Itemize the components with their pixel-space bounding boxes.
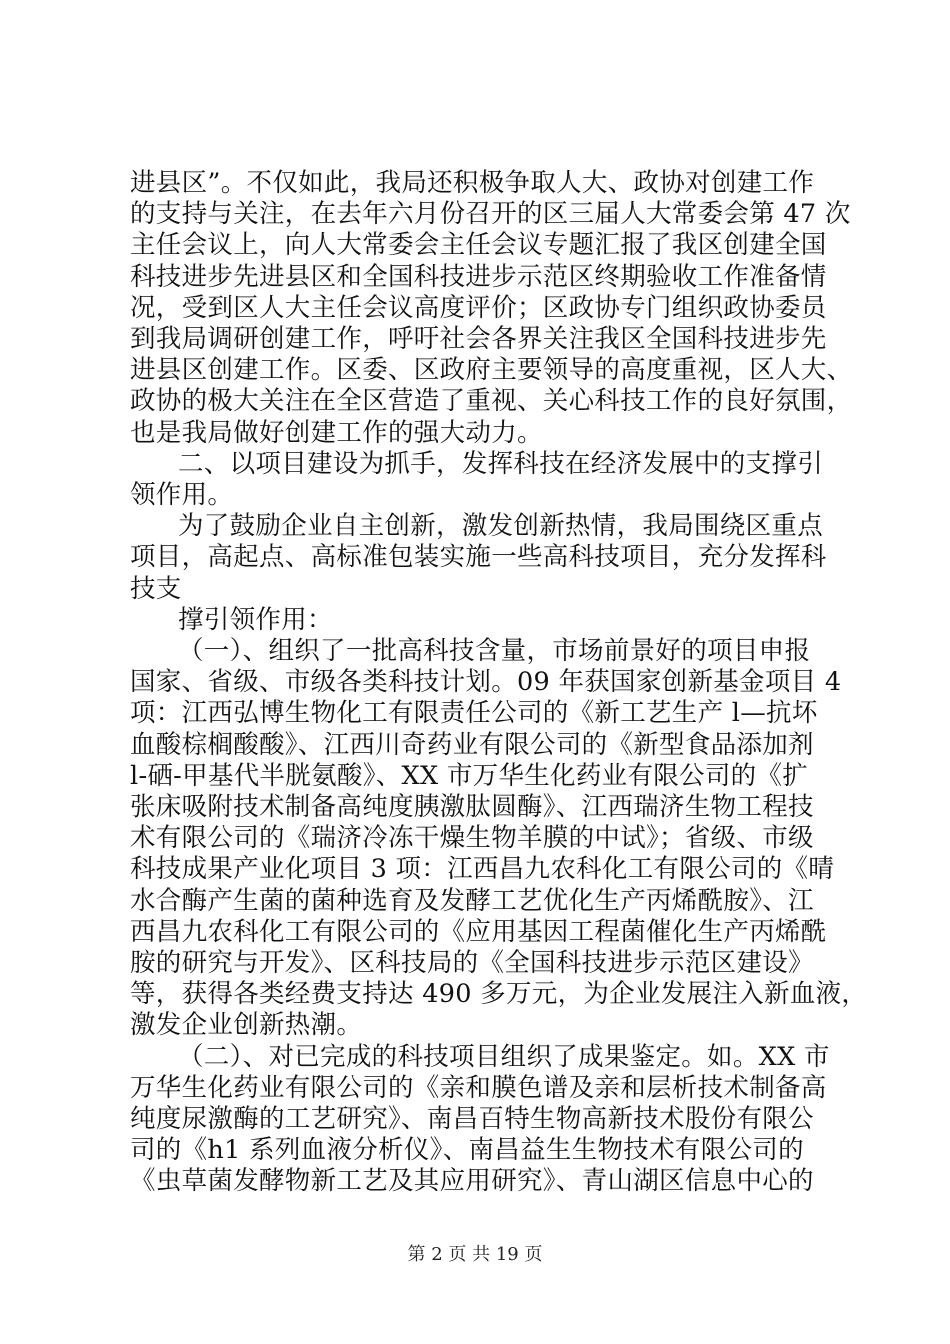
text-line: 项目，高起点、高标准包装实施一些高科技项目，充分发挥科 [130,542,827,573]
text-line: 到我局调研创建工作，呼吁社会各界关注我区全国科技进步先 [130,324,827,354]
text-line: 西昌九农科化工有限公司的《应用基因工程菌催化生产丙烯酰 [130,916,827,947]
text-line: 领作用。 [130,480,234,510]
text-line: 进县区”。不仅如此，我局还积极争取人大、政协对创建工作 [130,168,815,198]
text-line: 主任会议上，向人大常委会主任会议专题汇报了我区创建全国 [130,230,827,261]
text-line: 科技进步先进县区和全国科技进步示范区终期验收工作准备情 [130,261,827,292]
text-line: 撑引领作用： [178,604,333,635]
text-line: 的支持与关注，在去年六月份召开的区三届人大常委会第 47 次 [130,199,851,230]
text-line: 激发企业创新热潮。 [130,1010,363,1041]
text-line: 项：江西弘博生物化工有限责任公司的《新工艺生产 l—抗坏 [130,698,818,729]
text-line: 等，获得各类经费支持达 490 多万元，为企业发展注入新血液， [130,979,868,1010]
page-footer: 第 2 页 共 19 页 [407,1244,543,1265]
text-line: 国家、省级、市级各类科技计划。09 年获国家创新基金项目 4 [130,667,842,698]
text-line: l-硒-甲基代半胱氨酸》、XX 市万华生化药业有限公司的《扩 [130,760,809,791]
text-line: 也是我局做好创建工作的强大动力。 [130,417,543,448]
text-line: 血酸棕榈酸酸》、江西川奇药业有限公司的《新型食品添加剂 [130,729,814,760]
text-line: 进县区创建工作。区委、区政府主要领导的高度重视，区人大、 [130,355,853,386]
text-line: 术有限公司的《瑞济冷冻干燥生物羊膜的中试》；省级、市级 [130,823,814,854]
text-line: 况，受到区人大主任会议高度评价；区政协专门组织政协委员 [130,292,827,323]
text-line: 万华生化药业有限公司的《亲和膜色谱及亲和层析技术制备高 [130,1072,827,1103]
text-line: 司的《h1 系列血液分析仪》、南昌益生生物技术有限公司的 [130,1135,804,1166]
text-line: 胺的研究与开发》、区科技局的《全国科技进步示范区建设》 [130,948,814,978]
section-heading: 二、以项目建设为抓手，发挥科技在经济发展中的支撑引 [178,448,824,479]
text-line: 政协的极大关注在全区营造了重视、关心科技工作的良好氛围， [130,386,853,417]
text-line: 为了鼓励企业自主创新，激发创新热情，我局围绕区重点 [178,511,824,542]
text-line: 技支 [130,573,182,604]
text-line: （一）、组织了一批高科技含量，市场前景好的项目申报 [178,636,811,666]
text-line: 《虫草菌发酵物新工艺及其应用研究》、青山湖区信息中心的 [130,1166,814,1197]
text-line: 张床吸附技术制备高纯度胰激肽圆酶》、江西瑞济生物工程技 [130,792,814,822]
text-line: 水合酶产生菌的菌种选育及发酵工艺优化生产丙烯酰胺》、江 [130,885,814,916]
text-line: （二）、对已完成的科技项目组织了成果鉴定。如。XX 市 [178,1041,830,1072]
text-line: 纯度尿激酶的工艺研究》、南昌百特生物高新技术股份有限公 [130,1104,814,1134]
text-line: 科技成果产业化项目 3 项：江西昌九农科化工有限公司的《晴 [130,854,835,885]
